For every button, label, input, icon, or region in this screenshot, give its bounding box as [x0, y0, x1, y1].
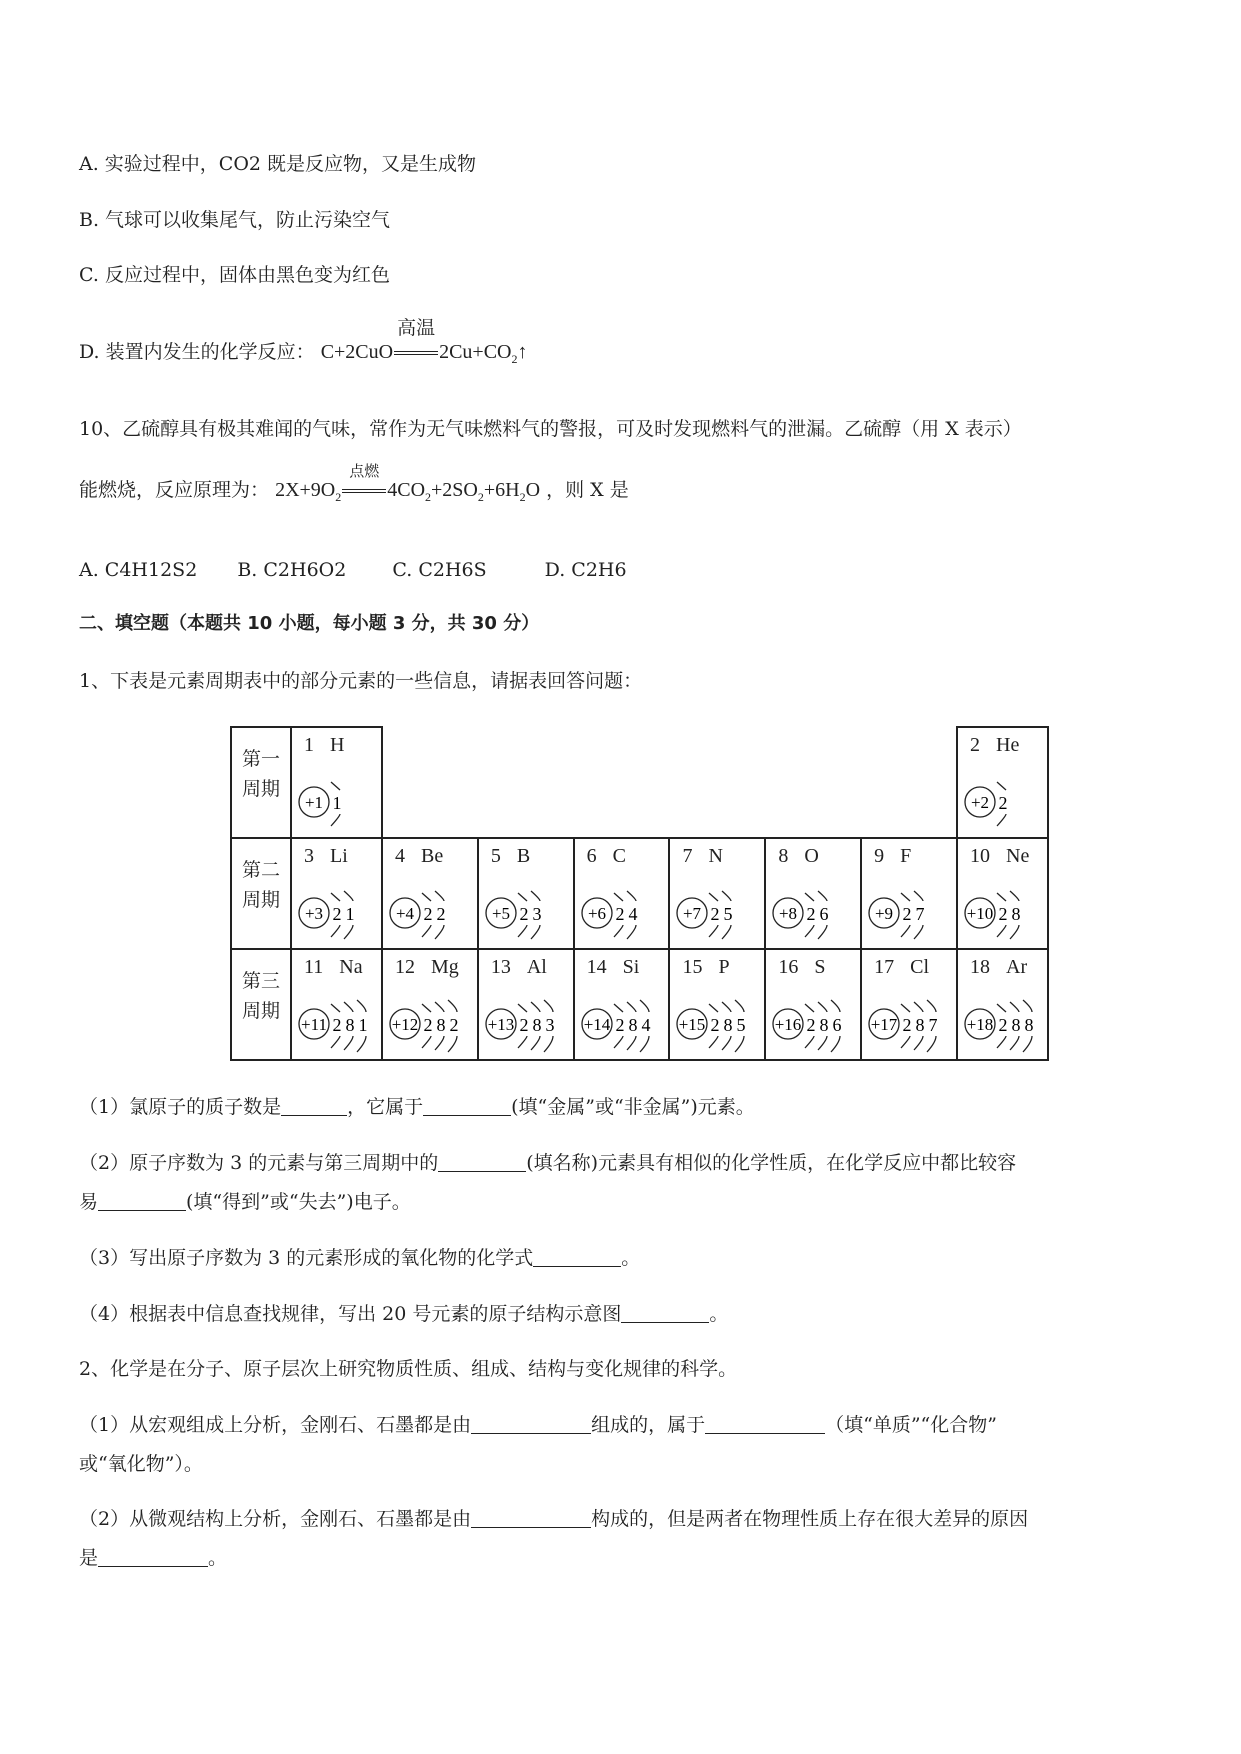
atom-diagram — [862, 980, 951, 1058]
electron-count: 2 — [615, 1015, 625, 1035]
atom-diagram — [292, 869, 381, 947]
atom-diagram — [670, 980, 759, 1058]
electron-shell-arc — [997, 782, 1006, 790]
option-b: B. 气球可以收集尾气，防止污染空气 — [79, 209, 391, 231]
atomic-number: 18 — [970, 956, 990, 978]
element-cell — [957, 949, 1048, 1060]
option-c: C. 反应过程中，固体由黑色变为红色 — [79, 264, 390, 286]
electron-count: 1 — [332, 793, 342, 813]
element-symbol — [682, 845, 722, 868]
element-cell — [669, 949, 765, 1060]
electron-shell-arc — [344, 1036, 353, 1050]
atom-diagram — [479, 980, 568, 1058]
answer-blank[interactable] — [471, 1509, 591, 1528]
electron-count: 2 — [710, 1015, 720, 1035]
electron-shell-arc — [914, 1036, 923, 1050]
electron-shell-arc — [627, 891, 636, 901]
option-a: A. 实验过程中，CO2 既是反应物，又是生成物 — [79, 153, 477, 175]
atom-diagram — [292, 980, 381, 1058]
electron-shell-arc — [614, 893, 623, 901]
electron-count: 4 — [641, 1015, 651, 1035]
electron-count: 2 — [710, 904, 720, 924]
atom-diagram — [766, 869, 855, 947]
electron-shell-arc — [818, 925, 827, 939]
nuclear-charge: +3 — [304, 904, 324, 923]
electron-shell-arc — [709, 893, 718, 901]
electron-count: 2 — [902, 1015, 912, 1035]
electron-shell-arc — [640, 1036, 649, 1052]
element-symbol — [874, 956, 929, 979]
electron-count: 2 — [615, 904, 625, 924]
nuclear-charge: +10 — [966, 904, 994, 923]
electron-shell-arc — [1023, 1000, 1032, 1012]
electron-count: 2 — [423, 904, 433, 924]
nuclear-charge: +16 — [775, 1015, 802, 1034]
atom-diagram — [292, 758, 381, 836]
nuclear-charge: +18 — [966, 1015, 994, 1034]
electron-count: 5 — [723, 904, 733, 924]
nuclear-charge: +5 — [491, 904, 510, 923]
element-symbol — [304, 845, 348, 868]
electron-shell-arc — [997, 814, 1006, 826]
electron-shell-arc — [518, 925, 527, 937]
electron-shell-arc — [344, 1002, 353, 1012]
electron-shell-arc — [722, 891, 731, 901]
q10-line2: 能燃烧，反应原理为： $2X+9O_2$ 点燃 $4CO_2+2SO_2+6H_2O$ ，则 X 是 — [79, 477, 629, 510]
element-cell — [574, 949, 670, 1060]
electron-count: 8 — [532, 1015, 542, 1035]
electron-shell-arc — [927, 1000, 936, 1012]
electron-shell-arc — [357, 1000, 366, 1012]
electron-count: 8 — [345, 1015, 355, 1035]
nuclear-charge: +13 — [487, 1015, 515, 1034]
element-name: Ne — [1006, 845, 1030, 867]
answer-blank[interactable] — [471, 1415, 591, 1434]
electron-shell-arc — [927, 1036, 936, 1052]
electron-count: 8 — [628, 1015, 638, 1035]
element-cell — [574, 838, 670, 949]
electron-shell-arc — [901, 1004, 910, 1012]
q10-options: A. C4H12S2 B. C2H6O2 C. C2H6S D. C2H6 — [79, 559, 627, 581]
nuclear-charge: +8 — [779, 904, 798, 923]
electron-shell-arc — [818, 891, 827, 901]
nuclear-charge: +2 — [970, 793, 990, 812]
element-symbol — [874, 845, 911, 868]
atomic-number: 8 — [778, 845, 789, 867]
element-symbol — [970, 734, 1019, 757]
electron-shell-arc — [531, 1002, 540, 1012]
electron-shell-arc — [709, 1036, 718, 1048]
electron-count: 2 — [998, 793, 1008, 813]
element-symbol — [778, 845, 818, 868]
nuclear-charge: +14 — [583, 1015, 610, 1034]
nuclear-charge: +9 — [875, 904, 894, 923]
q1-part1: （1）氯原子的质子数是 ，它属于 (填“金属”或“非金属”)元素。 — [79, 1096, 755, 1118]
electron-shell-arc — [805, 1036, 814, 1048]
electron-shell-arc — [805, 925, 814, 937]
electron-shell-arc — [1010, 1036, 1019, 1050]
element-symbol — [304, 956, 363, 979]
element-cell — [291, 949, 382, 1060]
electron-shell-arc — [709, 1004, 718, 1012]
equation-q9: C+2CuO 高温 $2Cu+CO_2↑$ — [320, 317, 528, 366]
element-name: H — [330, 734, 345, 756]
electron-shell-arc — [344, 891, 353, 901]
atomic-number: 17 — [874, 956, 895, 978]
answer-blank[interactable] — [705, 1415, 825, 1434]
element-name: Ar — [1006, 956, 1028, 978]
atomic-number: 12 — [395, 956, 415, 978]
nuclear-charge: +4 — [395, 904, 415, 923]
electron-shell-arc — [422, 925, 431, 937]
electron-shell-arc — [422, 893, 431, 901]
nuclear-charge: +12 — [391, 1015, 419, 1034]
element-name: Be — [421, 845, 444, 867]
electron-shell-arc — [331, 1004, 340, 1012]
atom-diagram — [575, 869, 664, 947]
element-cell — [291, 727, 382, 838]
element-symbol — [587, 956, 640, 979]
electron-shell-arc — [997, 1004, 1006, 1012]
element-symbol — [970, 845, 1029, 868]
element-symbol — [682, 956, 729, 979]
atomic-number: 15 — [682, 956, 703, 978]
element-symbol — [395, 845, 443, 868]
element-cell — [957, 838, 1048, 949]
electron-shell-arc — [627, 1036, 636, 1050]
atomic-number: 5 — [490, 845, 501, 867]
electron-count: 2 — [332, 904, 342, 924]
electron-shell-arc — [614, 1004, 623, 1012]
atom-diagram — [958, 869, 1047, 947]
atomic-number: 16 — [778, 956, 799, 978]
electron-shell-arc — [722, 925, 731, 939]
atomic-number: 13 — [490, 956, 511, 978]
electron-shell-arc — [901, 1036, 910, 1048]
electron-shell-arc — [435, 925, 444, 939]
atomic-number: 9 — [874, 845, 885, 867]
electron-count: 8 — [915, 1015, 925, 1035]
electron-shell-arc — [518, 1004, 527, 1012]
atom-diagram — [958, 758, 1047, 836]
electron-shell-arc — [614, 925, 623, 937]
period-label-1: 第一 周期 — [231, 727, 291, 838]
element-symbol — [304, 734, 344, 757]
element-name: C — [612, 845, 626, 867]
electron-shell-arc — [422, 1004, 431, 1012]
electron-shell-arc — [544, 1000, 553, 1012]
electron-count: 2 — [449, 1015, 459, 1035]
element-symbol — [970, 956, 1027, 979]
electron-shell-arc — [331, 1036, 340, 1048]
electron-count: 7 — [915, 904, 925, 924]
answer-blank[interactable] — [423, 1097, 511, 1116]
electron-count: 1 — [345, 904, 355, 924]
answer-blank[interactable] — [533, 1248, 621, 1267]
electron-count: 7 — [928, 1015, 938, 1035]
q10-line1: 10、乙硫醇具有极其难闻的气味，常作为无气味燃料气的警报，可及时发现燃料气的泄漏。乙硫醇（用 X 表示） — [79, 418, 1022, 440]
element-cell — [478, 838, 574, 949]
electron-shell-arc — [901, 893, 910, 901]
q2-intro: 2、化学是在分子、原子层次上研究物质性质、组成、结构与变化规律的科学。 — [79, 1358, 738, 1380]
period-label-2: 第二 周期 — [231, 838, 291, 949]
answer-blank[interactable] — [438, 1153, 526, 1172]
electron-shell-arc — [531, 1036, 540, 1050]
element-symbol — [491, 956, 547, 979]
electron-shell-arc — [640, 1000, 649, 1012]
electron-shell-arc — [722, 1002, 731, 1012]
atom-diagram — [766, 980, 855, 1058]
electron-shell-arc — [614, 1036, 623, 1048]
electron-shell-arc — [627, 1002, 636, 1012]
nuclear-charge: +11 — [301, 1015, 327, 1034]
q2-part2-cont: 是 。 — [79, 1547, 228, 1569]
atomic-number: 3 — [304, 845, 314, 867]
atomic-number: 4 — [395, 845, 405, 867]
electron-shell-arc — [914, 1002, 923, 1012]
electron-count: 2 — [998, 1015, 1008, 1035]
electron-shell-arc — [914, 891, 923, 901]
electron-shell-arc — [448, 1036, 457, 1052]
electron-count: 8 — [1011, 1015, 1021, 1035]
nuclear-charge: +15 — [679, 1015, 706, 1034]
answer-blank[interactable] — [281, 1097, 347, 1116]
electron-shell-arc — [435, 891, 444, 901]
element-cell — [478, 949, 574, 1060]
electron-shell-arc — [544, 1036, 553, 1052]
electron-count: 8 — [819, 1015, 829, 1035]
electron-shell-arc — [709, 925, 718, 937]
element-cell — [765, 949, 861, 1060]
element-symbol — [587, 845, 626, 868]
electron-shell-arc — [735, 1036, 744, 1052]
electron-shell-arc — [1010, 925, 1019, 939]
nuclear-charge: +7 — [683, 904, 702, 923]
electron-shell-arc — [531, 891, 540, 901]
element-name: S — [814, 956, 826, 978]
atomic-number: 1 — [304, 734, 314, 756]
electron-shell-arc — [1010, 891, 1019, 901]
electron-count: 5 — [736, 1015, 746, 1035]
answer-blank[interactable] — [621, 1304, 709, 1323]
electron-shell-arc — [901, 925, 910, 937]
q1-part2: （2）原子序数为 3 的元素与第三周期中的 (填名称)元素具有相似的化学性质，在化学反应中都比较容 — [79, 1152, 1017, 1174]
element-cell — [861, 949, 957, 1060]
electron-shell-arc — [627, 925, 636, 939]
electron-shell-arc — [805, 893, 814, 901]
electron-count: 2 — [806, 904, 816, 924]
electron-count: 3 — [545, 1015, 555, 1035]
electron-shell-arc — [805, 1004, 814, 1012]
period-label-3: 第三 周期 — [231, 949, 291, 1060]
electron-count: 6 — [832, 1015, 842, 1035]
answer-blank[interactable] — [98, 1192, 186, 1211]
electron-count: 2 — [423, 1015, 433, 1035]
electron-shell-arc — [1023, 1036, 1032, 1052]
nuclear-charge: +1 — [304, 793, 324, 812]
atom-diagram — [479, 869, 568, 947]
element-cell — [957, 727, 1048, 838]
electron-count: 8 — [1024, 1015, 1034, 1035]
element-cell — [382, 949, 478, 1060]
electron-shell-arc — [518, 893, 527, 901]
element-cell — [669, 838, 765, 949]
electron-shell-arc — [722, 1036, 731, 1050]
element-name: Li — [330, 845, 348, 867]
electron-shell-arc — [448, 1000, 457, 1012]
element-name: Na — [339, 956, 363, 978]
atom-diagram — [862, 869, 951, 947]
atomic-number: 7 — [682, 845, 693, 867]
electron-shell-arc — [435, 1002, 444, 1012]
atomic-number: 14 — [586, 956, 607, 978]
atom-diagram — [383, 980, 472, 1058]
element-name: He — [996, 734, 1020, 756]
nuclear-charge: +17 — [870, 1015, 898, 1034]
q2-part1: （1）从宏观组成上分析，金刚石、石墨都是由 组成的，属于 （填“单质”“化合物” — [79, 1414, 997, 1436]
electron-count: 2 — [519, 904, 529, 924]
option-d-text: D. 装置内发生的化学反应： — [79, 341, 315, 363]
electron-count: 2 — [902, 904, 912, 924]
electron-shell-arc — [997, 925, 1006, 937]
electron-shell-arc — [818, 1036, 827, 1050]
electron-shell-arc — [914, 925, 923, 939]
element-name: B — [516, 845, 531, 867]
electron-shell-arc — [997, 893, 1006, 901]
q1-part2-cont: 易 (填“得到”或“失去”)电子。 — [79, 1191, 411, 1213]
atomic-number: 11 — [304, 956, 324, 978]
electron-shell-arc — [357, 1036, 366, 1052]
q1-part4: （4）根据表中信息查找规律，写出 20 号元素的原子结构示意图 。 — [79, 1303, 729, 1325]
atomic-number: 2 — [970, 734, 980, 756]
electron-count: 1 — [358, 1015, 368, 1035]
electron-count: 8 — [1011, 904, 1021, 924]
electron-count: 2 — [998, 904, 1008, 924]
section-title: 二、填空题（本题共 10 小题，每小题 3 分，共 30 分） — [79, 613, 540, 634]
electron-shell-arc — [344, 925, 353, 939]
electron-count: 3 — [532, 904, 542, 924]
electron-shell-arc — [422, 1036, 431, 1048]
electron-shell-arc — [435, 1036, 444, 1050]
electron-shell-arc — [831, 1000, 840, 1012]
electron-shell-arc — [331, 893, 340, 901]
electron-count: 4 — [628, 904, 638, 924]
element-symbol — [778, 956, 825, 979]
electron-count: 2 — [436, 904, 446, 924]
element-name: O — [804, 845, 819, 867]
electron-count: 2 — [332, 1015, 342, 1035]
atom-diagram — [575, 980, 664, 1058]
reaction-condition: 点燃 — [349, 462, 380, 480]
atom-diagram — [958, 980, 1047, 1058]
electron-count: 2 — [806, 1015, 816, 1035]
element-name: Mg — [431, 956, 459, 978]
q1-intro: 1、下表是元素周期表中的部分元素的一些信息，请据表回答问题： — [79, 670, 643, 692]
element-name: Al — [526, 956, 547, 978]
element-cell — [765, 838, 861, 949]
electron-shell-arc — [531, 925, 540, 939]
electron-shell-arc — [735, 1000, 744, 1012]
electron-shell-arc — [1010, 1002, 1019, 1012]
element-name: N — [708, 845, 723, 867]
atom-diagram — [670, 869, 759, 947]
electron-shell-arc — [331, 814, 340, 826]
q2-part2: （2）从微观结构上分析，金刚石、石墨都是由 构成的，但是两者在物理性质上存在很大差异的原因 — [79, 1508, 1029, 1530]
q2-part1-cont: 或“氧化物”）。 — [79, 1453, 203, 1475]
element-name: F — [900, 845, 912, 867]
electron-shell-arc — [331, 782, 340, 790]
electron-shell-arc — [831, 1036, 840, 1052]
element-cell — [291, 838, 382, 949]
electron-count: 8 — [723, 1015, 733, 1035]
equation-q10: $2X+9O_2$ 点燃 $4CO_2+2SO_2+6H_2O$ — [275, 477, 540, 510]
answer-blank[interactable] — [98, 1548, 208, 1567]
periodic-table — [230, 726, 1049, 1061]
atom-diagram — [383, 869, 472, 947]
electron-shell-arc — [818, 1002, 827, 1012]
electron-count: 6 — [819, 904, 829, 924]
electron-shell-arc — [331, 925, 340, 937]
electron-count: 2 — [519, 1015, 529, 1035]
element-name: P — [718, 956, 730, 978]
nuclear-charge: +6 — [587, 904, 606, 923]
option-d — [79, 317, 528, 372]
atomic-number: 10 — [970, 845, 990, 867]
element-symbol — [491, 845, 530, 868]
electron-shell-arc — [518, 1036, 527, 1048]
q1-part3: （3）写出原子序数为 3 的元素形成的氧化物的化学式 。 — [79, 1247, 641, 1269]
electron-shell-arc — [997, 1036, 1006, 1048]
element-symbol — [395, 956, 459, 979]
electron-count: 8 — [436, 1015, 446, 1035]
element-name: Cl — [910, 956, 930, 978]
atomic-number: 6 — [586, 845, 597, 867]
reaction-condition: 高温 — [397, 317, 436, 339]
element-cell — [382, 838, 478, 949]
element-name: Si — [622, 956, 640, 978]
element-cell — [861, 838, 957, 949]
